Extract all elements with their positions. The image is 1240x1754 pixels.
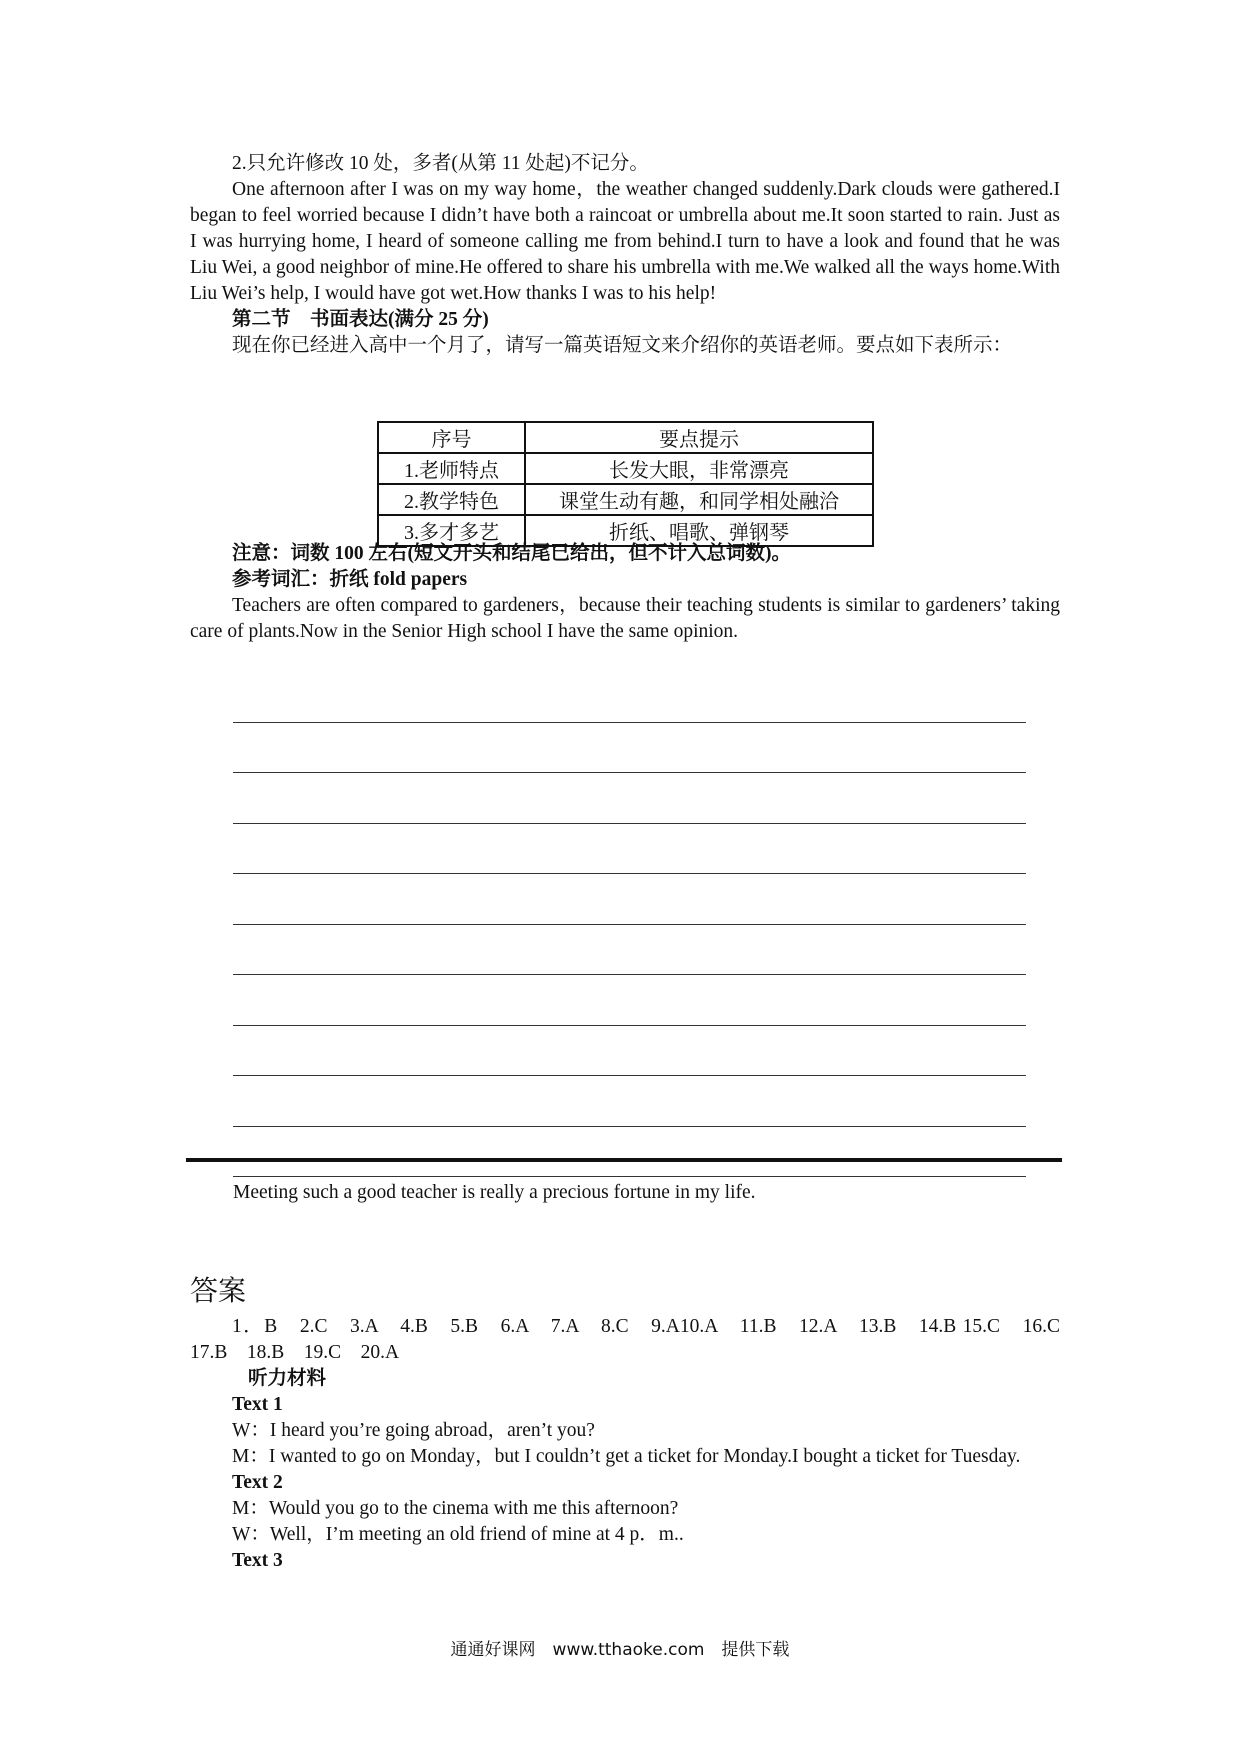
table-cell: 1.老师特点: [378, 453, 525, 484]
table-cell: 折纸、唱歌、弹钢琴: [525, 515, 873, 546]
writing-line: [233, 773, 1026, 824]
text3-title: Text 3: [232, 1550, 283, 1571]
section-title: 第二节 书面表达(满分 25 分): [232, 309, 489, 330]
writing-line: [233, 874, 1026, 925]
writing-line: [233, 925, 1026, 976]
correction-rule: 2.只允许修改 10 处，多者(从第 11 处起)不记分。: [232, 153, 649, 174]
table-cell: 2.教学特色: [378, 484, 525, 515]
divider: [186, 1158, 1062, 1162]
answer-keys: 1．B 2.C 3.A 4.B 5.B 6.A 7.A 8.C 9.A10.A 11.B 12.A 13.B 14.B 15.C 16.C 17.B 18.B 19.C 20.A: [190, 1316, 1080, 1363]
page-footer: 通通好课网 www.tthaoke.com 提供下载: [450, 1640, 790, 1660]
writing-line: [233, 723, 1026, 774]
table-cell: 3.多才多艺: [378, 515, 525, 546]
text2-man: M：Would you go to the cinema with me this afternoon?: [232, 1498, 679, 1519]
table-row: [378, 484, 873, 515]
writing-lines: [233, 672, 1026, 1177]
answers-title: 答案: [190, 1274, 247, 1307]
table-cell: 课堂生动有趣，和同学相处融洽: [525, 484, 873, 515]
text1-man: M：I wanted to go on Monday，but I couldn’t get a ticket for Monday.I bought a ticket for Tuesday.: [232, 1446, 1021, 1467]
vocab-hint: 参考词汇：折纸 fold papers: [232, 569, 468, 590]
word-count-note: 注意：词数 100 左右(短文开头和结尾已给出，但不计入总词数)。: [232, 543, 791, 564]
error-correction-section: [190, 151, 1060, 359]
table-header-row: [378, 422, 873, 453]
text1-title: Text 1: [232, 1394, 283, 1415]
writing-prompt: 现在你已经进入高中一个月了，请写一篇英语短文来介绍你的英语老师。要点如下表所示：: [232, 335, 1013, 356]
essay-closing: Meeting such a good teacher is really a precious fortune in my life.: [233, 1181, 756, 1203]
listening-title: 听力材料: [248, 1368, 327, 1389]
text2-woman: W：Well，I’m meeting an old friend of mine at 4 p．m..: [232, 1524, 684, 1545]
writing-line: [233, 1026, 1026, 1077]
essay-opening: Teachers are often compared to gardeners，because their teaching students is similar to gardeners’ taking care of plants.Now in the Senior High school I have the same opinion.: [190, 595, 1060, 642]
writing-line: [233, 1127, 1026, 1178]
writing-instructions: [190, 541, 1060, 645]
table-row: [378, 453, 873, 484]
text2-title: Text 2: [232, 1472, 283, 1493]
writing-line: [233, 975, 1026, 1026]
writing-line: [233, 672, 1026, 723]
correction-passage: One afternoon after I was on my way home，the weather changed suddenly.Dark clouds were gathered.I began to feel worried because I didn’t have both a raincoat or umbrella about me.It soon started to rain. Just as I was hurrying home, I heard of someone calling me from behind.I turn to have a look and found that he was Liu Wei, a good neighbor of mine.He offered to share his umbrella with me.We walked all the ways home.With Liu Wei’s help, I would have got wet.How thanks I was to his help!: [190, 179, 1060, 304]
table-cell: 长发大眼，非常漂亮: [525, 453, 873, 484]
key-points-table: [377, 421, 874, 547]
answers-section: [190, 1314, 1080, 1574]
writing-line: [233, 1076, 1026, 1127]
table-header: 要点提示: [525, 422, 873, 453]
table-header: 序号: [378, 422, 525, 453]
writing-line: [233, 824, 1026, 875]
text1-woman: W：I heard you’re going abroad，aren’t you?: [232, 1420, 595, 1441]
